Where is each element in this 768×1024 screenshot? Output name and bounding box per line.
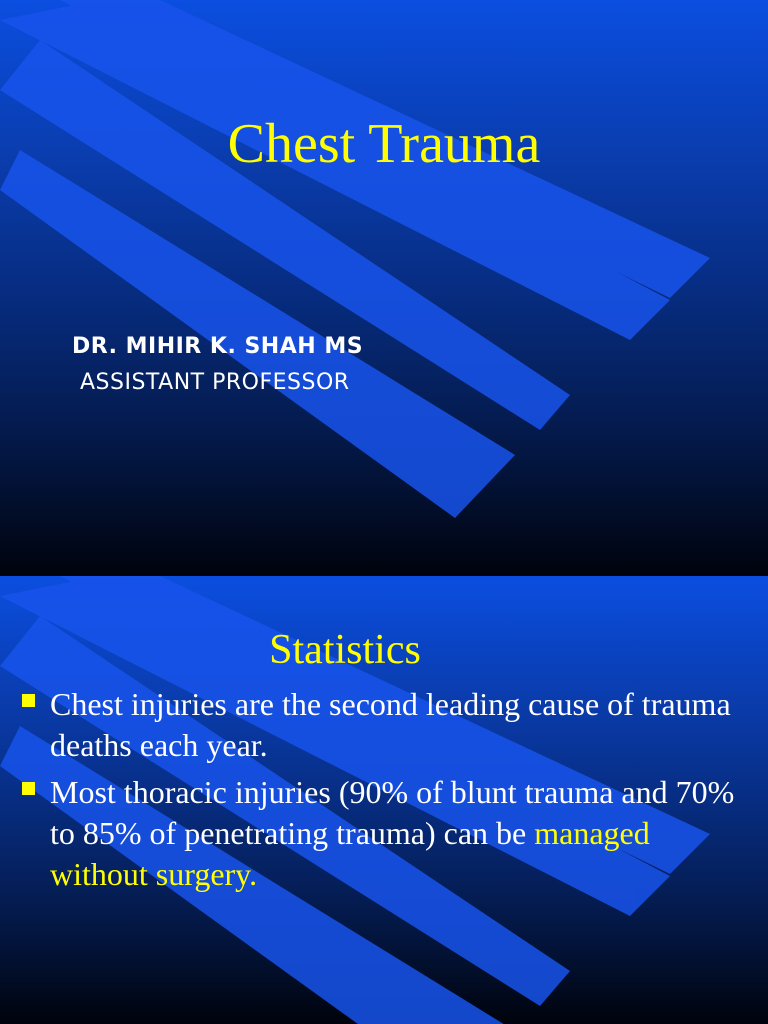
square-bullet-icon [22, 782, 35, 795]
bullet-text: Most thoracic injuries (90% of blunt trauma and 70% to 85% of penetrating trauma) can be [50, 774, 735, 851]
bullet-highlight: managed without surgery. [50, 815, 650, 892]
bullet-list [20, 684, 740, 901]
slide-title: Chest Trauma [227, 113, 541, 175]
square-bullet-icon [22, 694, 35, 707]
slide-title: Statistics [269, 627, 421, 673]
statistics-slide [0, 576, 768, 1024]
author-role: ASSISTANT PROFESSOR [80, 370, 350, 395]
author-name: DR. MIHIR K. SHAH MS [72, 334, 364, 359]
bullet-text: Chest injuries are the second leading cause of trauma deaths each year. [50, 686, 731, 763]
bullet-item [20, 772, 740, 895]
bullet-item [20, 684, 740, 766]
